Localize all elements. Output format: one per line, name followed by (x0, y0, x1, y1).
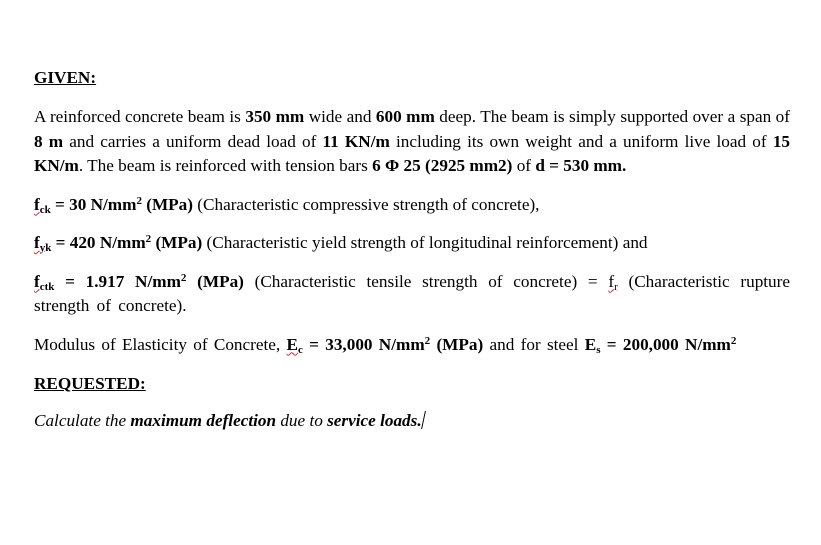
beam-width: 350 mm (245, 107, 305, 126)
requested-heading: REQUESTED: (34, 374, 146, 393)
requested-paragraph: Calculate the maximum deflection due to service loads. (34, 409, 790, 434)
beam-depth: 600 mm (375, 107, 435, 126)
tension-bars: 6 Φ 25 (2925 mm2) (372, 156, 513, 175)
given-heading: GIVEN: (34, 68, 97, 87)
document-page[interactable] (34, 66, 790, 434)
effective-depth: d = 530 mm. (535, 156, 627, 175)
beam-span: 8 m (34, 131, 64, 151)
fck-line: $f_{ck} = 30$ $N/mm^2$ (MPa) (Characteristic compressive strength of concrete), (34, 194, 540, 216)
fyk-line: $f_{yk} = 420$ $N/mm^2$ (MPa) (Characteristic yield strength of longitudinal reinforcement) and (34, 233, 648, 254)
given-paragraph: A reinforced concrete beam is 350 mm wide and 600 mm deep. The beam is simply supported over a span of 8 m and carries a uniform dead load of 11 KN/m including its own weight and a uniform live load of 15 KN/m. The beam is reinforced with tension bars 6 Φ 25 (2925 mm2) of d = 530 mm. (34, 107, 791, 175)
fctk-line: $f_{ctk} = 1.917$ $N/mm^2$ (MPa) (Characteristic tensile strength of concrete) = $f_r$ (Characteristic rupture strength of concrete). (34, 271, 791, 315)
live-load: 15 KN/m (34, 131, 790, 175)
modulus-line: Modulus of Elasticity of Concrete, $E_c = 33,000$ $N/mm^2$ (MPa) and for steel $E_s = 200,000$ $N/mm^2$ (34, 334, 737, 356)
dead-load: 11 KN/m (322, 131, 390, 151)
